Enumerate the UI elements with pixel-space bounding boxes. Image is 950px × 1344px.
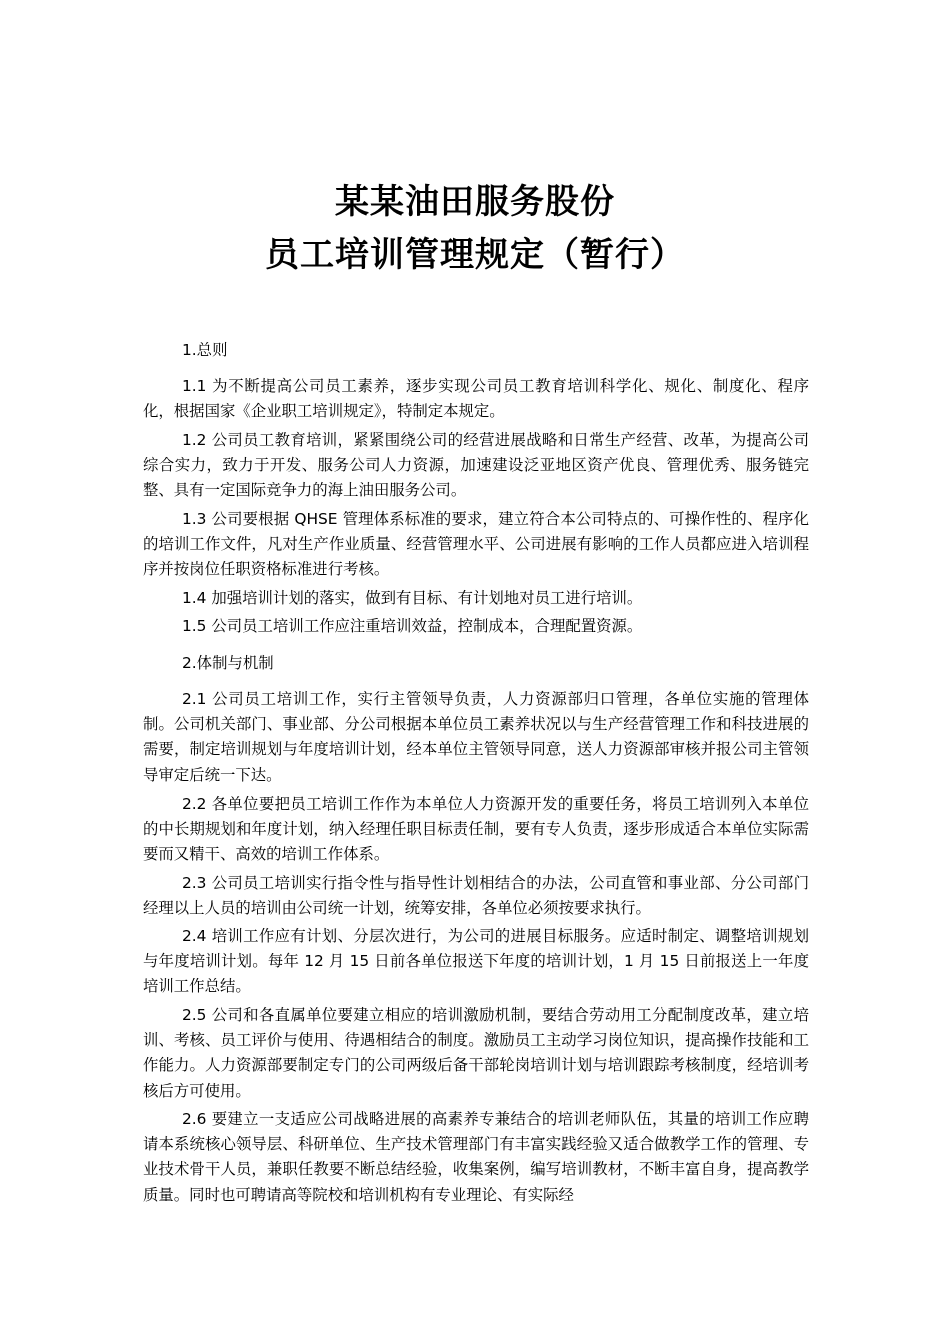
section-heading-general [143, 338, 809, 363]
paragraph: 2.5 公司和各直属单位要建立相应的培训激励机制，要结合劳动用工分配制度改革，建立培训、考核、员工评价与使用、待遇相结合的制度。激励员工主动学习岗位知识，提高操作技能和工作能力。人力资源部要制定专门的公司两级后备干部轮岗培训计划与培训跟踪考核制度，经培训考核后方可使用。 [143, 1006, 809, 1100]
clause-2-6 [143, 1107, 809, 1208]
paragraph: 2.1 公司员工培训工作，实行主管领导负责，人力资源部归口管理，各单位实施的管理体制。公司机关部门、事业部、分公司根据本单位员工素养状况以与生产经营管理工作和科技进展的需要，制定培训规划与年度培训计划，经本单位主管领导同意，送人力资源部审核并报公司主管领导审定后统一下达。 [143, 690, 809, 784]
paragraph: 2.2 各单位要把员工培训工作作为本单位人力资源开发的重要任务，将员工培训列入本单位的中长期规划和年度计划，纳入经理任职目标责任制，要有专人负责，逐步形成适合本单位实际需要而又精干、高效的培训工作体系。 [143, 795, 809, 864]
paragraph: 1.1 为不断提高公司员工素养，逐步实现公司员工教育培训科学化、规化、制度化、程序化，根据国家《企业职工培训规定》，特制定本规定。 [143, 377, 809, 421]
clause-1-3 [143, 507, 809, 583]
clause-1-2 [143, 428, 809, 504]
paragraph: 2.4 培训工作应有计划、分层次进行，为公司的进展目标服务。应适时制定、调整培训规划与年度培训计划。每年 12 月 15 日前各单位报送下年度的培训计划，1 月 15 日前报送上一年度培训工作总结。 [143, 927, 809, 996]
clause-2-5 [143, 1003, 809, 1104]
clause-1-5 [143, 614, 809, 639]
paragraph: 2.体制与机制 [182, 654, 274, 672]
paragraph: 1.总则 [182, 341, 228, 359]
paragraph: 2.6 要建立一支适应公司战略进展的高素养专兼结合的培训老师队伍，其量的培训工作应聘请本系统核心领导层、科研单位、生产技术管理部门有丰富实践经验又适合做教学工作的管理、专业技术骨干人员，兼职任教要不断总结经验，收集案例，编写培训教材，不断丰富自身，提高教学质量。同时也可聘请高等院校和培训机构有专业理论、有实际经 [143, 1110, 809, 1204]
section-heading-system [143, 651, 809, 676]
document-title-line-2: 员工培训管理规定（暂行） [265, 235, 685, 275]
clause-2-1 [143, 687, 809, 788]
paragraph: 1.5 公司员工培训工作应注重培训效益，控制成本，合理配置资源。 [182, 617, 643, 635]
paragraph: 1.2 公司员工教育培训，紧紧围绕公司的经营进展战略和日常生产经营、改革，为提高公司综合实力，致力于开发、服务公司人力资源，加速建设泛亚地区资产优良、管理优秀、服务链完整、具有一定国际竞争力的海上油田服务公司。 [143, 431, 809, 500]
document-title-line-1: 某某油田服务股份 [335, 182, 615, 222]
paragraph: 1.4 加强培训计划的落实，做到有目标、有计划地对员工进行培训。 [182, 589, 643, 607]
clause-1-1 [143, 374, 809, 424]
clause-1-4 [143, 586, 809, 611]
clause-2-2 [143, 792, 809, 868]
paragraph: 1.3 公司要根据 QHSE 管理体系标准的要求，建立符合本公司特点的、可操作性的、程序化的培训工作文件，凡对生产作业质量、经营管理水平、公司进展有影响的工作人员都应进入培训程序并按岗位任职资格标准进行考核。 [143, 510, 809, 579]
paragraph: 2.3 公司员工培训实行指令性与指导性计划相结合的办法，公司直管和事业部、分公司部门经理以上人员的培训由公司统一计划，统筹安排，各单位必须按要求执行。 [143, 874, 809, 918]
clause-2-3 [143, 871, 809, 921]
clause-2-4 [143, 924, 809, 1000]
